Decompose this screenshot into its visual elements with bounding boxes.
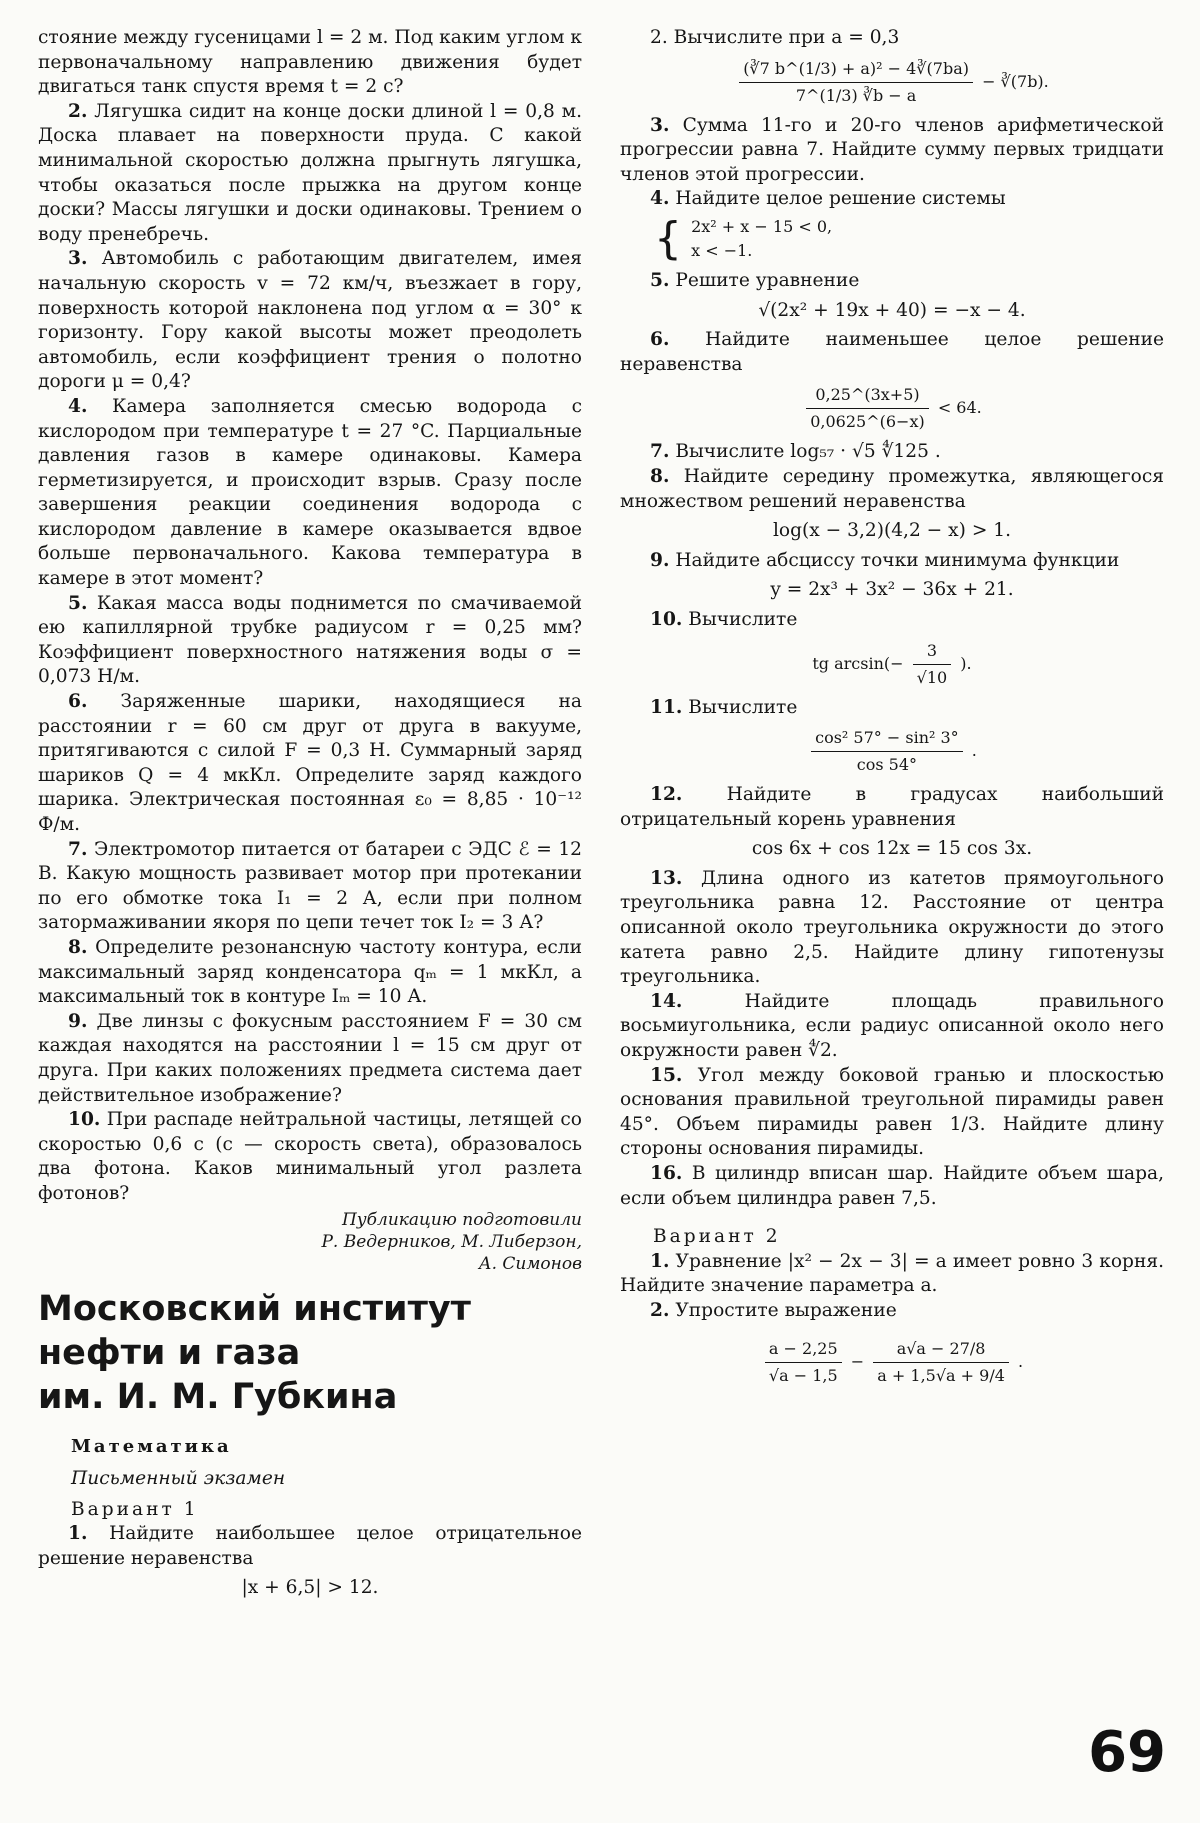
q8-formula: log(x − 3,2)(4,2 − x) > 1.: [772, 520, 1012, 542]
q10-prefix: tg arcsin(−: [812, 653, 904, 673]
credits-line-3: А. Симонов: [478, 1253, 582, 1274]
q6-denominator: 0,0625^(6−x): [810, 412, 925, 432]
problem-10: 10. При распаде нейтральной частицы, летящей со скоростью 0,6 c (c — скорость света), образовалось два фотона. Каков минимальный угол разлета фотонов?: [38, 1109, 582, 1204]
problem-3: 3. Автомобиль с работающим двигателем, имея начальную скорость v = 72 км/ч, въезжает в гору, поверхность которой наклонена под углом α = 30° к горизонту. Гору какой высоты может преодолеть автомобиль, если коэффициент трения о полотно дороги μ = 0,4?: [38, 248, 582, 393]
v2q2-fraction-1-numerator: a − 2,25: [765, 1336, 842, 1363]
v1-question-4: 4. Найдите целое решение системы: [650, 188, 1006, 210]
v2q2-fraction-1-denominator: √a − 1,5: [768, 1365, 838, 1385]
institute-title-line-2: нефти и газа: [38, 1332, 301, 1373]
problem-5: 5. Какая масса воды поднимется по смачиваемой ею капиллярной трубке радиусом r = 0,25 мм? Коэффициент поверхностного натяжения воды σ = 0,073 Н/м.: [38, 592, 582, 688]
q6-formula: [620, 382, 1164, 435]
q2-tail: − ∛(7b).: [982, 71, 1049, 91]
q11-numerator: cos² 57° − sin² 3°: [811, 725, 963, 752]
q10-suffix: ).: [960, 653, 972, 673]
q4-inequality-1: 2x² + x − 15 < 0,: [691, 216, 833, 236]
q10-fraction: [913, 638, 952, 691]
v1-question-3: 3. Сумма 11-го и 20-го членов арифметической прогрессии равна 7. Найдите сумму первых тридцати членов этой прогрессии.: [620, 114, 1164, 185]
q11-suffix: .: [971, 741, 977, 761]
problem-9: 9. Две линзы с фокусным расстоянием F = 30 см каждая находятся на расстоянии l = 15 см друг от друга. При каких положениях предмета система дает действительное изображение?: [38, 1010, 582, 1106]
q6-numerator: 0,25^(3x+5): [806, 382, 928, 409]
q2-fraction: [739, 56, 973, 109]
variant-1-heading: Вариант 1: [71, 1498, 199, 1520]
q5-formula: √(2x² + 19x + 40) = −x − 4.: [758, 299, 1026, 321]
subject-heading: Математика: [71, 1435, 232, 1457]
problem-2: 2. Лягушка сидит на конце доски длиной l = 0,8 м. Доска плавает на поверхности пруда. С какой минимальной скоростью должна прыгнуть лягушка, чтобы оказаться после прыжка на другом конце доски? Массы лягушки и доски одинаковы. Трением о воду пренебречь.: [38, 100, 582, 245]
exam-type: Письменный экзамен: [71, 1468, 286, 1490]
v2q2-minus: −: [850, 1351, 865, 1371]
v1-question-15: 15. Угол между боковой гранью и плоскостью основания правильной треугольной пирамиды равен 45°. Объем пирамиды равен 1/3. Найдите длину стороны основания пирамиды.: [620, 1064, 1164, 1160]
q10-denominator: √10: [916, 667, 948, 687]
institute-title: [38, 1287, 582, 1419]
problem-7: 7. Электромотор питается от батареи с ЭДС ℰ = 12 В. Какую мощность развивает мотор при протекании по его обмотке тока I₁ = 2 А, если при полном затормаживании якоря по цепи течет ток I₂ = 3 А?: [38, 838, 582, 934]
v1-question-2-formula: [620, 56, 1164, 109]
v1-question-1: 1. Найдите наибольшее целое отрицательное решение неравенства: [38, 1523, 582, 1569]
problem-6: 6. Заряженные шарики, находящиеся на расстоянии r = 60 см друг от друга в вакууме, притягиваются с силой F = 0,3 Н. Суммарный заряд шариков Q = 4 мкКл. Определите заряд каждого шарика. Электрическая постоянная ε₀ = 8,85 · 10⁻¹² Ф/м.: [38, 691, 582, 835]
q2-numerator: (∛7 b^(1/3) + a)² − 4∛(7ba): [739, 56, 973, 83]
credits-line-1: Публикацию подготовили: [341, 1209, 582, 1230]
page-number: 69: [1088, 1720, 1166, 1785]
q6-tail: < 64.: [937, 398, 982, 418]
v1-question-11: 11. Вычислите: [650, 696, 798, 718]
v2q2-fraction-2-denominator: a + 1,5√a + 9/4: [877, 1365, 1005, 1385]
q10-formula: [620, 638, 1164, 691]
credits-line-2: Р. Ведерников, М. Либерзон,: [321, 1231, 582, 1252]
v2-question-2: 2. Упростите выражение: [650, 1299, 897, 1321]
q4-inequality-2: x < −1.: [691, 240, 753, 260]
institute-title-line-3: им. И. М. Губкина: [38, 1376, 398, 1417]
v1-question-14: 14. Найдите площадь правильного восьмиугольника, если радиус описанной около него окружности равен ∜2.: [620, 990, 1164, 1062]
q2-denominator: 7^(1/3) ∛b − a: [795, 85, 917, 105]
v1-question-10: 10. Вычислите: [650, 608, 798, 630]
v2q2-suffix: .: [1017, 1351, 1024, 1371]
v1-question-1-formula: |x + 6,5| > 12.: [241, 1577, 379, 1599]
v1-question-7: 7. Вычислите log₅₇ · √5 ∜125 .: [650, 441, 941, 463]
institute-title-line-1: Московский институт: [38, 1288, 471, 1329]
q6-fraction: [806, 382, 928, 435]
q11-denominator: cos 54°: [856, 755, 918, 775]
credits: [38, 1209, 582, 1275]
v2q2-fraction-2-numerator: a√a − 27/8: [873, 1336, 1009, 1363]
v1-question-16: 16. В цилиндр вписан шар. Найдите объем шара, если объем цилиндра равен 7,5.: [620, 1163, 1164, 1209]
left-column: [38, 26, 582, 1606]
v1-question-5: 5. Решите уравнение: [650, 269, 860, 291]
variant-2-heading: Вариант 2: [653, 1226, 781, 1248]
v2q2-fraction-2: [873, 1336, 1009, 1389]
v2-question-1: 1. Уравнение |x² − 2x − 3| = a имеет ровно 3 корня. Найдите значение параметра a.: [620, 1250, 1164, 1297]
v1-question-6: 6. Найдите наименьшее целое решение неравенства: [620, 329, 1164, 375]
v1-question-12: 12. Найдите в градусах наибольший отрицательный корень уравнения: [620, 784, 1164, 830]
q4-system: [654, 212, 1164, 264]
problem-4: 4. Камера заполняется смесью водорода с кислородом при температуре t = 27 °C. Парциальные давления газов в камере одинаковы. Камера герметизируется, и происходит взрыв. Сразу после завершения реакции соединения водорода с кислородом давление в камере оказывается вдвое больше первоначального. Какова температура в камере в этот момент?: [38, 395, 582, 590]
problem-8: 8. Определите резонансную частоту контура, если максимальный заряд конденсатора qₘ = 1 мкКл, а максимальный ток в контуре Iₘ = 10 А.: [38, 936, 582, 1008]
q11-fraction: [811, 725, 963, 778]
q12-formula: cos 6x + cos 12x = 15 cos 3x.: [751, 838, 1033, 860]
q11-formula: [620, 725, 1164, 778]
problem-1-continued: стояние между гусеницами l = 2 м. Под каким углом к первоначальному направлению движения будет двигаться танк спустя время t = 2 с?: [38, 27, 582, 98]
v1-question-9: 9. Найдите абсциссу точки минимума функции: [650, 549, 1120, 571]
right-column: [620, 26, 1164, 1394]
v1-question-2: 2. Вычислите при a = 0,3: [650, 27, 900, 48]
brace-glyph: {: [654, 212, 682, 264]
v2q2-formula: [620, 1336, 1164, 1389]
q10-numerator: 3: [913, 638, 952, 665]
v1-question-8: 8. Найдите середину промежутка, являющегося множеством решений неравенства: [620, 465, 1164, 512]
v1-question-13: 13. Длина одного из катетов прямоугольного треугольника равна 12. Расстояние от центра описанной около треугольника окружности до этого катета равно 2,5. Найдите длину гипотенузы треугольника.: [620, 867, 1164, 988]
q9-formula: y = 2x³ + 3x² − 36x + 21.: [770, 579, 1014, 601]
v2q2-fraction-1: [765, 1336, 842, 1389]
